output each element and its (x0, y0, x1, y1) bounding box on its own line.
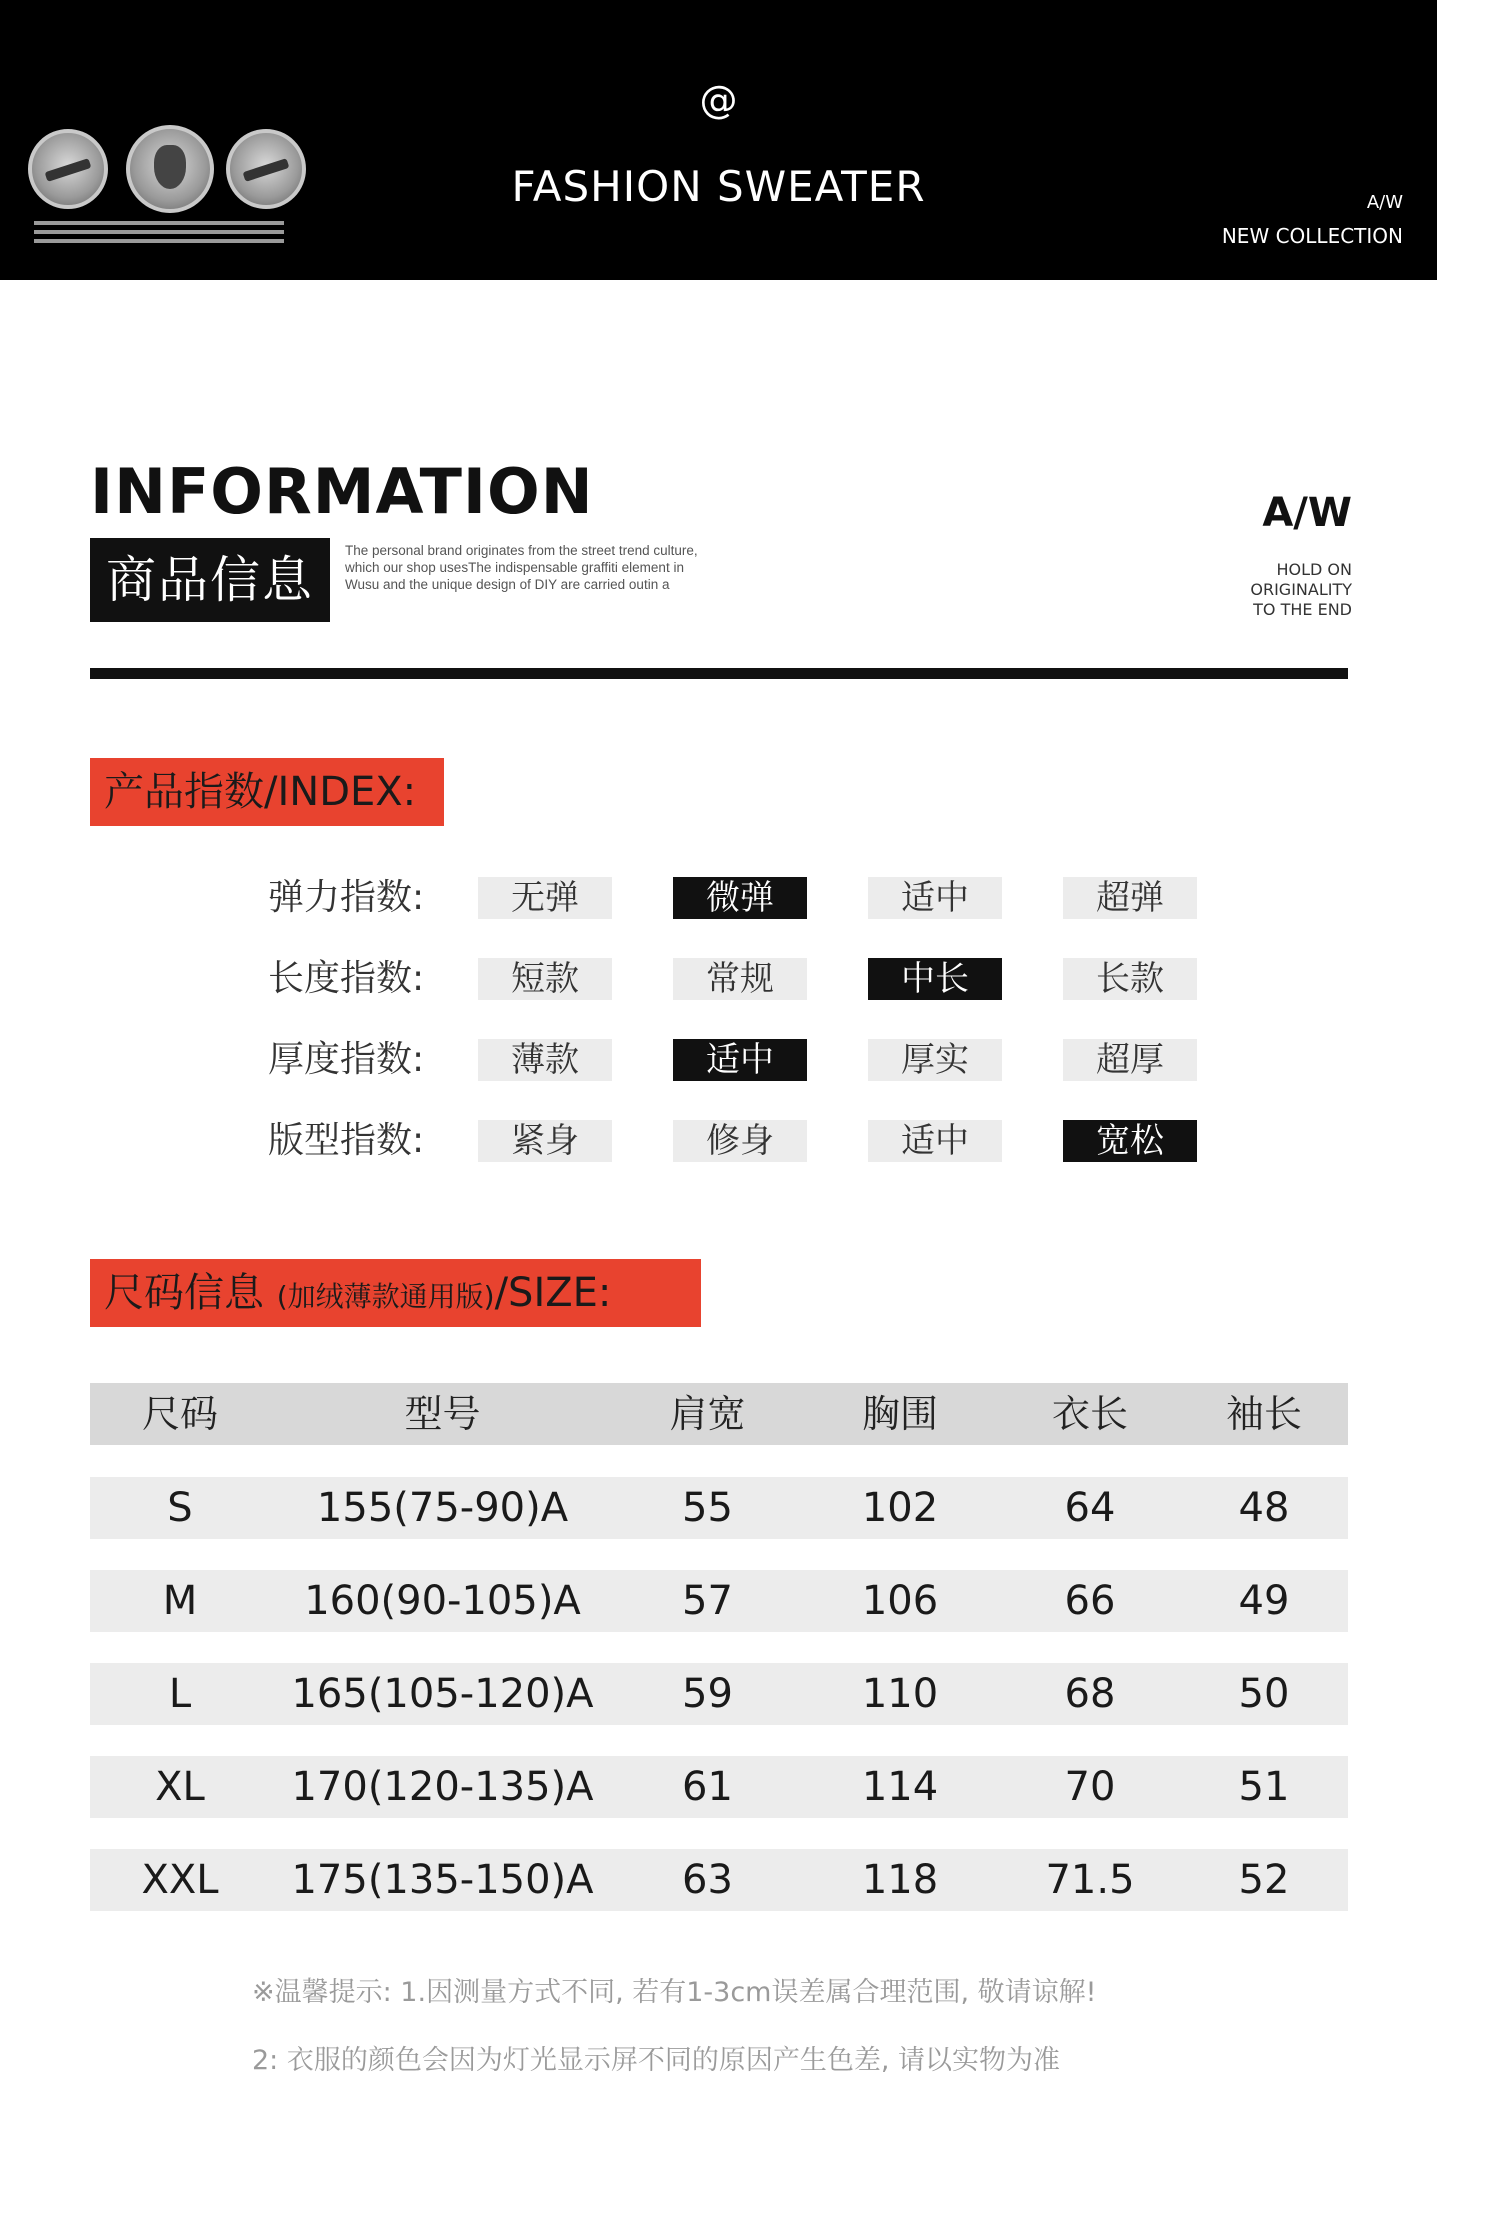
size-table-row (90, 1570, 1348, 1632)
size-table-cell: L (168, 1671, 192, 1717)
size-table-cell: 66 (1064, 1578, 1116, 1624)
size-table-cell: 102 (861, 1485, 939, 1531)
index-option-selected: 宽松 (1063, 1120, 1197, 1162)
size-table-row (90, 1849, 1348, 1911)
index-section-header: 产品指数/INDEX: (90, 758, 444, 826)
size-table-cell: 155(75-90)A (316, 1485, 569, 1531)
index-option: 短款 (478, 958, 612, 1000)
header-banner (0, 0, 1437, 280)
index-option: 薄款 (478, 1039, 612, 1081)
size-table-cell: 50 (1238, 1671, 1290, 1717)
size-table-cell: 170(120-135)A (291, 1764, 594, 1810)
index-option: 无弹 (478, 877, 612, 919)
index-option-selected: 微弹 (673, 877, 807, 919)
size-table-cell: 106 (861, 1578, 939, 1624)
information-heading: INFORMATION (90, 455, 594, 528)
section-divider (90, 668, 1348, 679)
tagline-line: TO THE END (1253, 600, 1352, 619)
index-option: 修身 (673, 1120, 807, 1162)
size-table-cell: 57 (682, 1578, 733, 1624)
index-option: 超厚 (1063, 1039, 1197, 1081)
index-row-label: 版型指数: (268, 1120, 425, 1161)
size-table-cell: 63 (682, 1857, 733, 1903)
banner-season: A/W (1366, 192, 1403, 213)
size-table-cell: 70 (1064, 1764, 1116, 1810)
size-table-cell: 61 (682, 1764, 733, 1810)
tagline-line: HOLD ON (1276, 560, 1352, 579)
size-table-cell: 175(135-150)A (291, 1857, 594, 1903)
size-table-cell: 48 (1238, 1485, 1290, 1531)
brand-description: The personal brand originates from the street trend culture, which our shop usesThe indispensable graffiti element in Wusu and the unique design of DIY are carried outin a (345, 543, 698, 592)
index-option-selected: 适中 (673, 1039, 807, 1081)
size-table-header (90, 1383, 1348, 1445)
tagline-line: ORIGINALITY (1250, 580, 1352, 599)
at-symbol: @ (699, 78, 738, 122)
size-table-cell: 68 (1064, 1671, 1116, 1717)
column-header: 尺码 (141, 1392, 218, 1436)
index-option-selected: 中长 (868, 958, 1002, 1000)
size-header-main: 尺码信息 (104, 1270, 264, 1316)
logo-stripes (34, 221, 284, 248)
banner-title: FASHION SWEATER (511, 162, 926, 211)
index-option: 适中 (868, 1120, 1002, 1162)
size-table-cell: 160(90-105)A (304, 1578, 581, 1624)
index-option: 超弹 (1063, 877, 1197, 919)
index-option: 常规 (673, 958, 807, 1000)
size-table-cell: 52 (1238, 1857, 1290, 1903)
size-table-cell: 114 (861, 1764, 939, 1810)
size-table-row (90, 1477, 1348, 1539)
column-header: 胸围 (861, 1392, 938, 1436)
index-option: 厚实 (868, 1039, 1002, 1081)
index-row-label: 厚度指数: (268, 1039, 425, 1080)
measurement-note: ※温馨提示: 1.因测量方式不同, 若有1-3cm误差属合理范围, 敬请谅解! (252, 1977, 1097, 2008)
season-label: A/W (1262, 490, 1352, 536)
size-table-cell: S (167, 1485, 193, 1531)
size-header-suffix: /SIZE: (494, 1270, 612, 1316)
column-header: 肩宽 (669, 1392, 746, 1436)
size-table-cell: 64 (1064, 1485, 1116, 1531)
column-header: 衣长 (1051, 1392, 1128, 1436)
index-option: 紧身 (478, 1120, 612, 1162)
size-table-cell: 118 (861, 1857, 939, 1903)
size-section-header (90, 1259, 701, 1327)
column-header: 袖长 (1225, 1392, 1302, 1436)
size-table-cell: XL (155, 1764, 205, 1810)
size-table-row (90, 1663, 1348, 1725)
index-option: 长款 (1063, 958, 1197, 1000)
size-table-cell: 51 (1238, 1764, 1290, 1810)
index-option: 适中 (868, 877, 1002, 919)
size-table-cell: 55 (682, 1485, 733, 1531)
color-note: 2: 衣服的颜色会因为灯光显示屏不同的原因产生色差, 请以实物为准 (252, 2045, 1061, 2076)
column-header: 型号 (404, 1392, 481, 1436)
product-info-label: 商品信息 (90, 538, 330, 622)
banner-collection: NEW COLLECTION (1221, 224, 1403, 248)
size-table-cell: 165(105-120)A (291, 1671, 594, 1717)
size-table-row (90, 1756, 1348, 1818)
index-row-label: 弹力指数: (268, 877, 425, 918)
size-table-cell: XXL (141, 1857, 219, 1903)
size-header-note: (加绒薄款通用版) (276, 1280, 495, 1313)
size-table-cell: 59 (682, 1671, 733, 1717)
brand-tagline (1152, 560, 1352, 620)
index-row-label: 长度指数: (268, 958, 425, 999)
size-table-cell: 110 (861, 1671, 939, 1717)
size-table-cell: M (162, 1578, 198, 1624)
size-table-cell: 71.5 (1045, 1857, 1135, 1903)
size-table-cell: 49 (1238, 1578, 1290, 1624)
